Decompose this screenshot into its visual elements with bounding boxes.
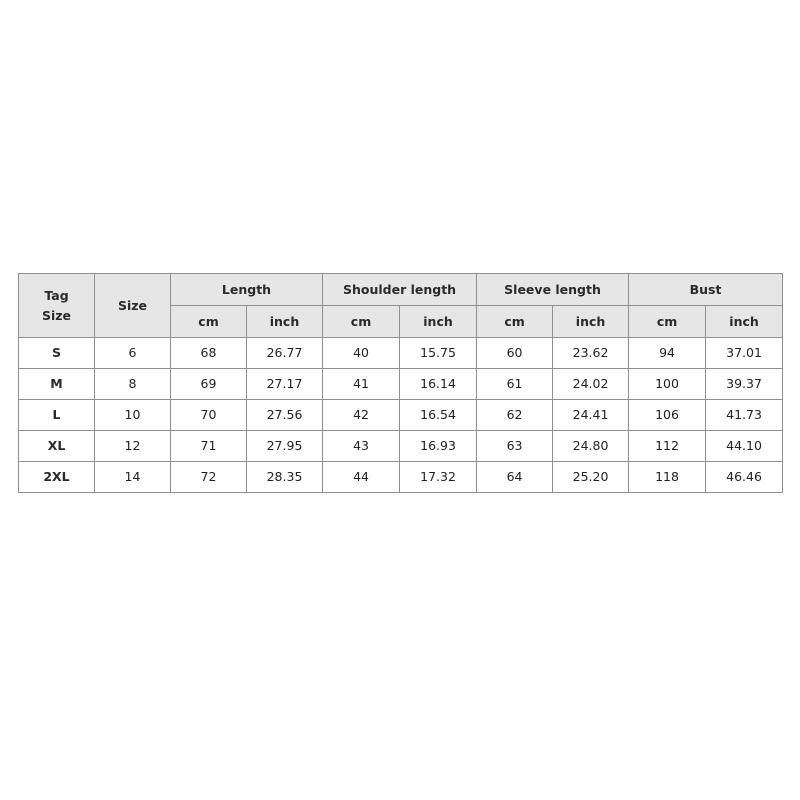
size-cell: 6 [95, 338, 171, 369]
sleeve-inch-cell: 25.20 [553, 462, 629, 493]
bust-cm-cell: 94 [629, 338, 706, 369]
bust-cm-cell: 118 [629, 462, 706, 493]
tag-size-cell: S [19, 338, 95, 369]
sleeve-inch-cell: 23.62 [553, 338, 629, 369]
unit-header: inch [247, 306, 323, 338]
shoulder-length-header: Shoulder length [323, 274, 477, 306]
unit-header: cm [323, 306, 400, 338]
length-cm-cell: 70 [171, 400, 247, 431]
length-cm-cell: 68 [171, 338, 247, 369]
shoulder-cm-cell: 40 [323, 338, 400, 369]
bust-cm-cell: 112 [629, 431, 706, 462]
unit-header: inch [400, 306, 477, 338]
table-row [19, 462, 783, 493]
sleeve-cm-cell: 61 [477, 369, 553, 400]
bust-cm-cell: 106 [629, 400, 706, 431]
unit-header: inch [553, 306, 629, 338]
shoulder-inch-cell: 16.14 [400, 369, 477, 400]
unit-header: cm [477, 306, 553, 338]
size-chart-table [18, 273, 783, 493]
sleeve-inch-cell: 24.41 [553, 400, 629, 431]
shoulder-cm-cell: 44 [323, 462, 400, 493]
length-inch-cell: 27.95 [247, 431, 323, 462]
tag-size-cell: M [19, 369, 95, 400]
length-inch-cell: 27.17 [247, 369, 323, 400]
table-row [19, 431, 783, 462]
table-row [19, 400, 783, 431]
size-cell: 10 [95, 400, 171, 431]
length-inch-cell: 26.77 [247, 338, 323, 369]
bust-inch-cell: 37.01 [706, 338, 783, 369]
length-cm-cell: 69 [171, 369, 247, 400]
length-inch-cell: 28.35 [247, 462, 323, 493]
sleeve-cm-cell: 64 [477, 462, 553, 493]
size-cell: 8 [95, 369, 171, 400]
tag-size-cell: 2XL [19, 462, 95, 493]
length-inch-cell: 27.56 [247, 400, 323, 431]
bust-header: Bust [629, 274, 783, 306]
tag-size-cell: XL [19, 431, 95, 462]
bust-inch-cell: 41.73 [706, 400, 783, 431]
shoulder-inch-cell: 15.75 [400, 338, 477, 369]
sleeve-cm-cell: 60 [477, 338, 553, 369]
sleeve-inch-cell: 24.02 [553, 369, 629, 400]
shoulder-inch-cell: 16.54 [400, 400, 477, 431]
tag-size-header-line1: Tag [44, 287, 69, 303]
shoulder-cm-cell: 41 [323, 369, 400, 400]
bust-cm-cell: 100 [629, 369, 706, 400]
shoulder-inch-cell: 17.32 [400, 462, 477, 493]
shoulder-cm-cell: 43 [323, 431, 400, 462]
shoulder-inch-cell: 16.93 [400, 431, 477, 462]
unit-header: cm [171, 306, 247, 338]
bust-inch-cell: 39.37 [706, 369, 783, 400]
length-cm-cell: 71 [171, 431, 247, 462]
unit-header: inch [706, 306, 783, 338]
table-row [19, 369, 783, 400]
bust-inch-cell: 44.10 [706, 431, 783, 462]
tag-size-header-line2: Size [41, 307, 72, 323]
size-cell: 14 [95, 462, 171, 493]
bust-inch-cell: 46.46 [706, 462, 783, 493]
tag-size-header [19, 274, 95, 338]
table-row [19, 338, 783, 369]
size-header: Size [95, 274, 171, 338]
header-group-row [19, 274, 783, 306]
sleeve-cm-cell: 62 [477, 400, 553, 431]
unit-header: cm [629, 306, 706, 338]
tag-size-cell: L [19, 400, 95, 431]
length-cm-cell: 72 [171, 462, 247, 493]
sleeve-inch-cell: 24.80 [553, 431, 629, 462]
shoulder-cm-cell: 42 [323, 400, 400, 431]
size-cell: 12 [95, 431, 171, 462]
sleeve-length-header: Sleeve length [477, 274, 629, 306]
sleeve-cm-cell: 63 [477, 431, 553, 462]
length-header: Length [171, 274, 323, 306]
